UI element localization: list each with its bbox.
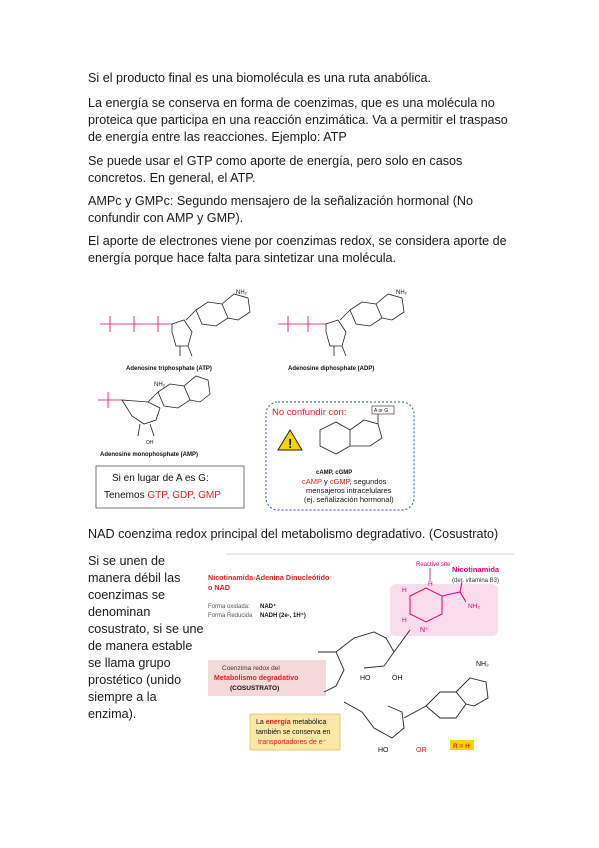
paragraph-2: La energía se conserva en forma de coenzimas, que es una molécula no proteica que participa en una reacción enzimática. Va a permitir el traspaso de energía entre las reacciones. Ejemplo: ATP bbox=[88, 96, 508, 144]
callout-line2: cAMP y cGMP, segundos bbox=[302, 477, 387, 486]
r-eq-h: R = H bbox=[453, 743, 470, 750]
camp-cgmp-label: cAMP, cGMP bbox=[316, 470, 353, 476]
nad-title-line1: Nicotinamida-Adenina Dinucleótido bbox=[208, 573, 330, 582]
nad-nh2-adenine: NH₂ bbox=[476, 661, 489, 668]
nad-oh-top: OH bbox=[392, 675, 403, 682]
gtp-box-line1: Si en lugar de A es G: bbox=[112, 473, 209, 484]
red-value: NADH (2e-, 1H⁺) bbox=[260, 613, 306, 619]
adp-nh2: NH₂ bbox=[396, 290, 407, 296]
nad-title-line2: o NAD bbox=[208, 583, 230, 592]
gtp-box-line2: Tenemos GTP, GDP, GMP bbox=[104, 490, 221, 501]
nad-ho-bottom: HO bbox=[378, 747, 389, 754]
nad-heading: NAD coenzima redox principal del metabolismo degradativo. (Cosustrato) bbox=[88, 527, 499, 541]
energy-box-line2: también se conserva en bbox=[256, 729, 331, 736]
der-vitb3-label: (der. vitamina B3) bbox=[452, 578, 500, 584]
nucleotide-structures-figure bbox=[88, 280, 418, 512]
side-text: Si se unen de manera débil las coenzimas se denominan cosustrato, si se une de manera estable se llama grupo prostético (unido siempre a la enzima). bbox=[88, 554, 204, 721]
ox-label: Forma oxidada: bbox=[208, 604, 250, 610]
paragraph-1: Si el producto final es una biomolécula es una ruta anabólica. bbox=[88, 71, 432, 85]
adp-structure bbox=[278, 294, 404, 356]
atp-nh2: NH₂ bbox=[236, 290, 247, 296]
callout-line4: (ej. señalización hormonal) bbox=[304, 495, 394, 504]
nad-or: OR bbox=[416, 747, 427, 754]
a-or-g-label: A or G bbox=[374, 408, 389, 414]
paragraph-4: AMPc y GMPc: Segundo mensajero de la señalización hormonal (No confundir con AMP y GMP). bbox=[88, 194, 473, 225]
ox-value: NAD⁺ bbox=[260, 604, 277, 610]
paragraph-3: Se puede usar el GTP como aporte de energía, pero solo en casos concretos. En general, el ATP. bbox=[88, 154, 463, 185]
red-label: Forma Reducida bbox=[208, 613, 253, 619]
nicotinamide-nh2: NH₂ bbox=[468, 603, 480, 610]
amp-oh: OH bbox=[146, 440, 154, 446]
energy-box-line1: La energía metabólica bbox=[256, 719, 327, 726]
atp-structure bbox=[100, 294, 250, 356]
redox-box-line2: Metabolismo degradativo bbox=[214, 675, 299, 682]
no-confundir-title: No confundir con: bbox=[272, 407, 347, 418]
nad-ho-top: HO bbox=[360, 675, 371, 682]
nicotinamida-label: Nicotinamida bbox=[452, 565, 500, 574]
amp-label: Adenosine monophosphate (AMP) bbox=[100, 452, 198, 458]
adp-label: Adenosine diphosphate (ADP) bbox=[288, 366, 375, 372]
paragraph-5: El aporte de electrones viene por coenzimas redox, se considera aporte de energía porque hace falta para sintetizar una molécula. bbox=[88, 234, 507, 265]
reactive-site-label: Reactive site bbox=[416, 562, 451, 568]
redox-box-line3: (COSUSTRATO) bbox=[230, 685, 280, 692]
nicotinamide-h3: H bbox=[402, 617, 407, 624]
nicotinamide-h1: H bbox=[402, 587, 407, 594]
atp-label: Adenosine triphosphate (ATP) bbox=[126, 366, 212, 372]
nicotinamide-n-plus: N⁺ bbox=[420, 627, 429, 634]
callout-line3: mensajeros intracelulares bbox=[306, 486, 392, 495]
nad-backbone bbox=[318, 630, 488, 738]
warning-icon-mark: ! bbox=[288, 436, 293, 451]
nicotinamide-h2: H bbox=[428, 581, 433, 588]
nad-figure bbox=[204, 552, 514, 758]
redox-box-line1: Coenzima redox del bbox=[222, 665, 280, 672]
energy-box-line3: transportadores de e⁻ bbox=[258, 739, 327, 746]
amp-nh2: NH₂ bbox=[154, 382, 165, 388]
